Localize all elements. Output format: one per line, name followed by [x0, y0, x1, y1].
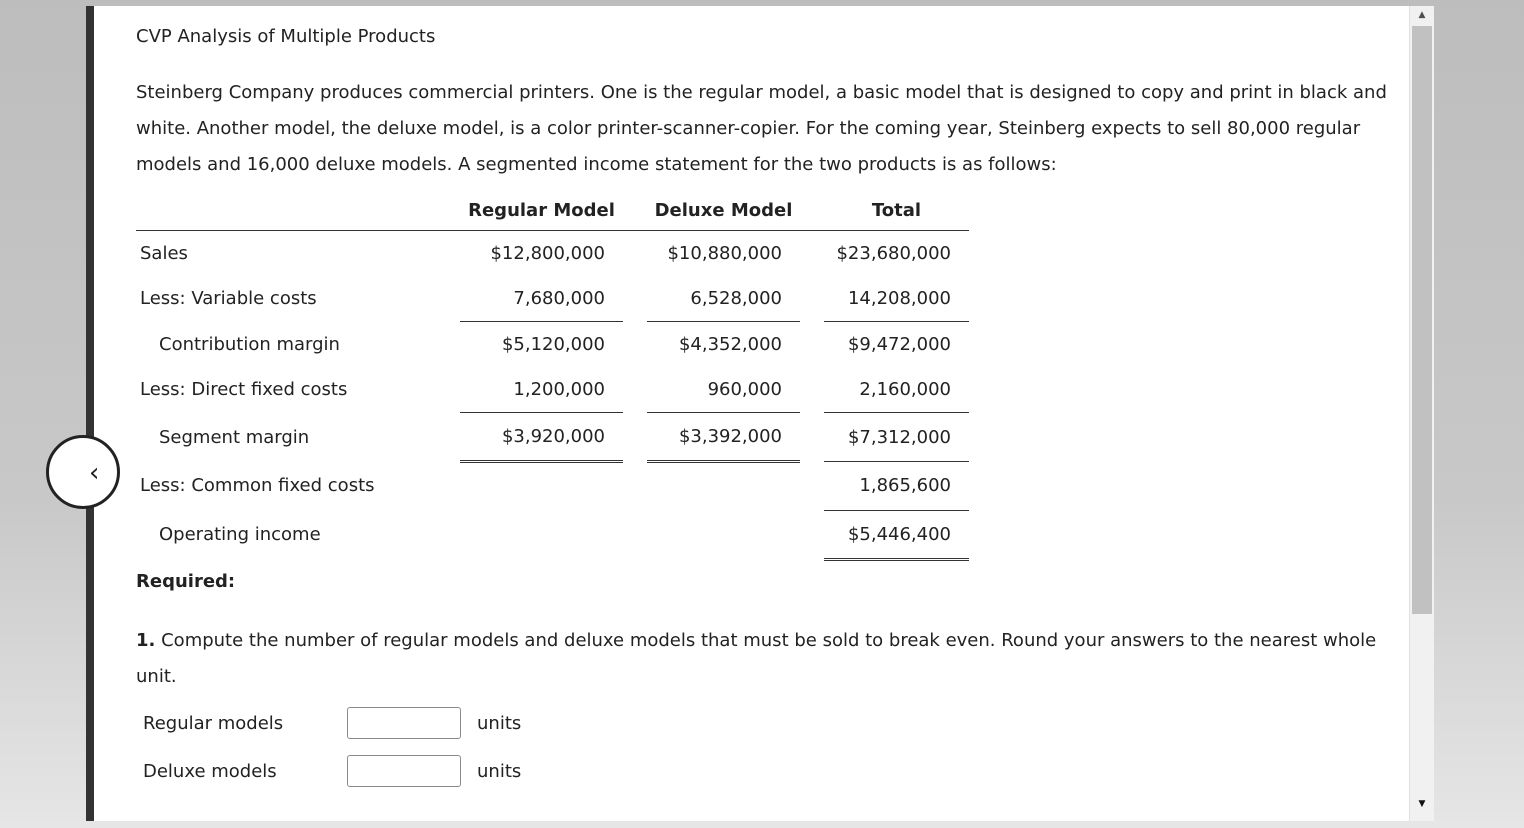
- segmented-income-statement: [136, 190, 969, 561]
- table-row: [136, 462, 969, 511]
- contribution-margin-regular: $5,120,000: [501, 334, 605, 355]
- row-label-common-fixed-costs: Less: Common fixed costs: [140, 475, 375, 497]
- contribution-margin-total: $9,472,000: [847, 334, 951, 355]
- variable-costs-deluxe: 6,528,000: [647, 276, 800, 322]
- statement-header-row: [136, 190, 969, 231]
- question-panel: [86, 6, 1434, 821]
- segment-margin-total: $7,312,000: [824, 413, 969, 462]
- deluxe-models-unit: units: [477, 760, 522, 782]
- regular-models-answer-row: [143, 706, 521, 740]
- deluxe-models-answer-row: [143, 754, 521, 788]
- header-blank: [136, 190, 460, 231]
- row-label-contribution-margin: Contribution margin: [159, 333, 340, 355]
- description-line-2: white. Another model, the deluxe model, is a color printer-scanner-copier. For the coming year, Steinberg expects to sell 80,000 regular: [136, 118, 1361, 139]
- scrollbar-thumb[interactable]: [1412, 26, 1432, 614]
- collapse-panel-button[interactable]: [46, 435, 120, 509]
- description-line-3: models and 16,000 deluxe models. A segmented income statement for the two products is as follows:: [136, 154, 1057, 175]
- problem-description: [136, 75, 1401, 183]
- table-row: [136, 322, 969, 368]
- direct-fixed-deluxe: 960,000: [647, 367, 800, 413]
- header-deluxe-model: Deluxe Model: [647, 190, 800, 231]
- description-line-1: Steinberg Company produces commercial printers. One is the regular model, a basic model that is designed to copy and print in black and: [136, 82, 1387, 103]
- header-total: Total: [824, 190, 969, 231]
- question-1-text: Compute the number of regular models and deluxe models that must be sold to break even. Round your answers to the nearest whole: [161, 630, 1377, 651]
- panel-left-border: [86, 6, 94, 821]
- direct-fixed-regular: 1,200,000: [460, 367, 623, 413]
- scroll-down-arrow-icon[interactable]: ▼: [1418, 799, 1426, 809]
- table-row: [136, 276, 969, 322]
- variable-costs-regular: 7,680,000: [460, 276, 623, 322]
- sales-regular: $12,800,000: [490, 243, 605, 264]
- question-1-text-cont: unit.: [136, 666, 177, 687]
- row-label-variable-costs: Less: Variable costs: [140, 288, 317, 310]
- direct-fixed-total: 2,160,000: [824, 367, 969, 413]
- contribution-margin-deluxe: $4,352,000: [678, 334, 782, 355]
- row-label-segment-margin: Segment margin: [159, 426, 310, 448]
- scroll-up-arrow-icon[interactable]: ▲: [1418, 10, 1426, 20]
- table-row: [136, 510, 969, 559]
- sales-deluxe: $10,880,000: [667, 243, 782, 264]
- page-title: CVP Analysis of Multiple Products: [136, 26, 436, 47]
- table-row: [136, 367, 969, 413]
- header-regular-model: Regular Model: [460, 190, 623, 231]
- question-1: [136, 623, 1401, 695]
- deluxe-models-input[interactable]: [347, 755, 461, 787]
- segment-margin-deluxe: $3,392,000: [647, 413, 800, 462]
- regular-models-label: Regular models: [143, 712, 284, 734]
- required-heading: Required:: [136, 571, 236, 592]
- regular-models-input[interactable]: [347, 707, 461, 739]
- sales-total: $23,680,000: [836, 243, 951, 264]
- deluxe-models-label: Deluxe models: [143, 760, 277, 782]
- operating-income-total: $5,446,400: [824, 510, 969, 559]
- row-label-direct-fixed-costs: Less: Direct fixed costs: [140, 379, 348, 401]
- table-row: [136, 231, 969, 277]
- question-1-number: 1.: [136, 630, 156, 651]
- vertical-scrollbar[interactable]: [1409, 6, 1434, 821]
- table-row: [136, 413, 969, 462]
- regular-models-unit: units: [477, 712, 522, 734]
- row-label-operating-income: Operating income: [159, 524, 321, 545]
- common-fixed-total: 1,865,600: [824, 462, 969, 511]
- variable-costs-total: 14,208,000: [824, 276, 969, 322]
- segment-margin-regular: $3,920,000: [460, 413, 623, 462]
- chevron-left-icon: ‹: [89, 458, 100, 488]
- row-label-sales: Sales: [140, 243, 188, 264]
